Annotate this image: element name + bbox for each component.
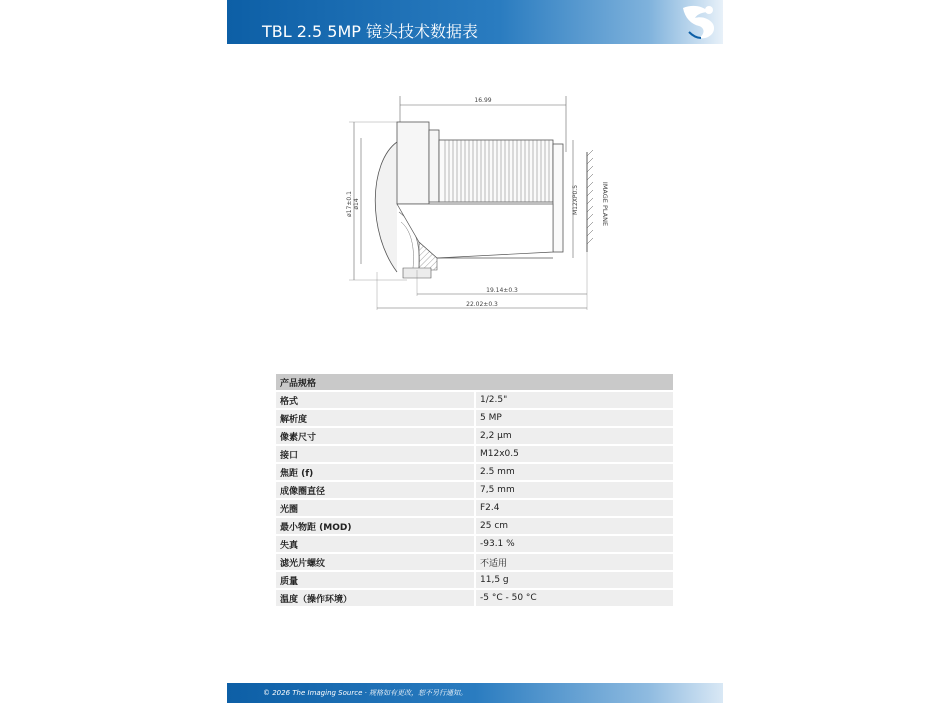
spec-label: 光圈: [276, 500, 474, 516]
spec-value: 25 cm: [474, 518, 673, 534]
dim-top-label: 16.99: [474, 97, 492, 104]
spec-table: [276, 372, 673, 608]
table-row: [276, 590, 673, 606]
dim-left-inner-label: ø14: [353, 198, 360, 210]
spec-value: -93.1 %: [474, 536, 673, 552]
spec-table-heading: 产品规格: [276, 374, 673, 390]
spec-value: 2,2 µm: [474, 428, 673, 444]
spec-label: 温度（操作环境）: [276, 590, 474, 606]
spec-value: F2.4: [474, 500, 673, 516]
spec-label: 格式: [276, 392, 474, 408]
lens-technical-drawing: [327, 82, 627, 322]
spec-value: 不适用: [474, 554, 673, 570]
spec-value: 2.5 mm: [474, 464, 673, 480]
spec-value: 1/2.5": [474, 392, 673, 408]
datasheet-page: [227, 0, 723, 703]
table-row: [276, 446, 673, 462]
footer-text: © 2026 The Imaging Source · 规格如有更改，恕不另行通知。: [263, 689, 468, 697]
company-logo-icon: [679, 2, 721, 42]
spec-label: 最小物距 (MOD): [276, 518, 474, 534]
spec-value: 11,5 g: [474, 572, 673, 588]
table-row: [276, 500, 673, 516]
dim-thread-label: M12XP0.5: [572, 184, 579, 216]
table-row: [276, 554, 673, 570]
table-row: [276, 428, 673, 444]
dim-left-outer-label: ø17±0.1: [346, 191, 353, 217]
spec-label: 滤光片螺纹: [276, 554, 474, 570]
image-plane-label: IMAGE PLANE: [601, 181, 609, 227]
table-row: [276, 572, 673, 588]
footer-bar: [227, 683, 723, 703]
spec-value: -5 °C - 50 °C: [474, 590, 673, 606]
spec-label: 成像圈直径: [276, 482, 474, 498]
table-row: [276, 410, 673, 426]
table-row: [276, 392, 673, 408]
spec-value: 7,5 mm: [474, 482, 673, 498]
spec-value: 5 MP: [474, 410, 673, 426]
table-row: [276, 536, 673, 552]
table-row: [276, 464, 673, 480]
dim-bottom-outer-label: 22.02±0.3: [466, 301, 498, 308]
spec-label: 失真: [276, 536, 474, 552]
spec-label: 解析度: [276, 410, 474, 426]
table-row: [276, 518, 673, 534]
table-row: [276, 482, 673, 498]
spec-table-heading-row: [276, 374, 673, 390]
dim-bottom-inner-label: 19.14±0.3: [486, 287, 518, 294]
spec-label: 像素尺寸: [276, 428, 474, 444]
spec-label: 接口: [276, 446, 474, 462]
page-title: TBL 2.5 5MP 镜头技术数据表: [262, 22, 479, 41]
spec-label: 质量: [276, 572, 474, 588]
header-bar: [227, 0, 723, 44]
spec-label: 焦距 (f): [276, 464, 474, 480]
spec-value: M12x0.5: [474, 446, 673, 462]
